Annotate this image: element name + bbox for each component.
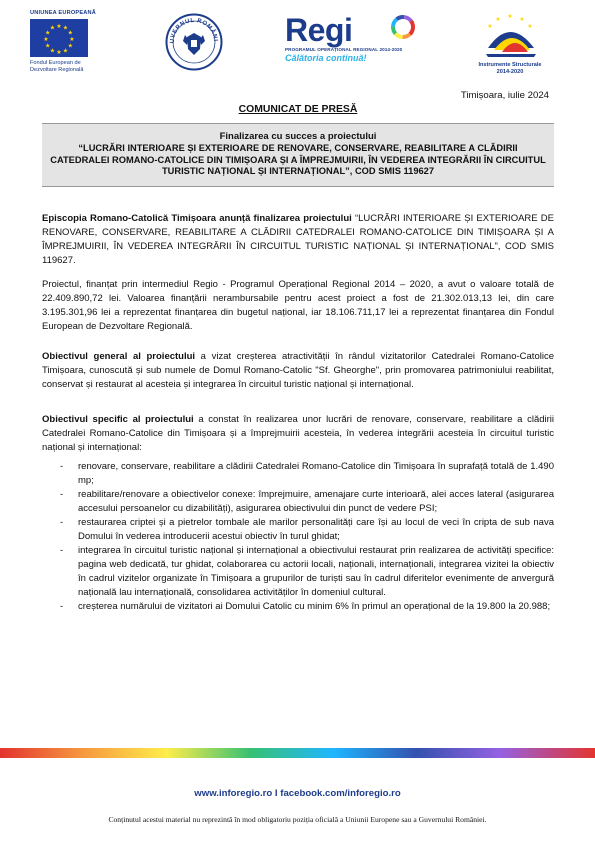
svg-text:★: ★ xyxy=(487,23,493,30)
footer-links[interactable]: www.inforegio.ro I facebook.com/inforegio.ro xyxy=(194,788,401,799)
eu-logo-title: UNIUNEA EUROPEANĂ xyxy=(30,10,96,16)
list-item: - renovare, conservare, reabilitare a clădirii Catedralei Romano-Catolice din Timișoara în suprafață totală de 1.490 mp; xyxy=(60,461,554,486)
project-title: “LUCRĂRI INTERIOARE ȘI EXTERIOARE DE RENOVARE, CONSERVARE, REABILITARE A CLĂDIRII CATEDRALEI ROMANO-CATOLICE DIN TIMIȘOARA ȘI A ÎMPREJMUIRII, ÎN VEDEREA INTEGRĂRII ÎN CIRCUITUL TURISTIC NAȚIONAL ȘI INTERNAȚIONAL”, COD SMIS 119627 xyxy=(50,143,546,176)
list-item: - integrarea în circuitul turistic național și internațional a obiectivului restaurat prin realizarea de activități specifice: pagina web dedicată, tur ghidat, colaborarea cu actorii locali, naționali, internaționali, integrarea vizitei la obiectiv în cadrul vizitelor organizate în Timișoara a grupurilor de turiști sau în cadrul diferitelor evenimente de anvergură națională lau internațională, consolidarea activităților în domeniul cultural. xyxy=(60,545,554,598)
eu-flag-icon xyxy=(30,19,88,57)
svg-text:★: ★ xyxy=(56,49,62,56)
paragraph-announcement-lead: Episcopia Romano-Catolică Timișoara anunță finalizarea proiectului xyxy=(42,213,352,224)
structural-instruments-caption: Instrumente Structurale 2014-2020 xyxy=(478,62,542,75)
svg-text:★: ★ xyxy=(43,36,49,43)
eu-logo xyxy=(30,10,100,74)
government-seal-icon xyxy=(165,13,223,71)
svg-text:★: ★ xyxy=(507,13,513,20)
list-item: - reabilitare/renovare a obiectivelor conexe: împrejmuire, amenajare curte interioară, alei acces lateral (asigurarea accesului persoanelor cu dizabilități), asigurarea obiectivului din punct de vedere PSI; xyxy=(60,489,554,514)
svg-text:★: ★ xyxy=(62,24,69,32)
specific-objective-label: Obiectivul specific al proiectului xyxy=(42,414,194,425)
paragraph-announcement: Episcopia Romano-Catolică Timișoara anunță finalizarea proiectului “LUCRĂRI INTERIOARE ȘI EXTERIOARE DE RENOVARE, CONSERVARE, REABILITARE A CLĂDIRII CATEDRALEI ROMANO-CATOLICE DIN TIMIȘOARA ȘI A ÎMPREJMUIRII, ÎN VEDEREA INTEGRĂRII ÎN CIRCUITUL TURISTIC NAȚIONAL ȘI INTERNAȚIONAL”, COD SMIS 119627. xyxy=(42,213,554,266)
regio-logo-word: Regi xyxy=(285,12,353,48)
svg-text:★: ★ xyxy=(495,16,501,23)
structural-instruments-logo xyxy=(460,8,560,78)
project-title-intro: Finalizarea cu succes a proiectului xyxy=(219,131,377,142)
paragraph-general-objective: Obiectivul general al proiectului a vizat creșterea atractivității în rândul vizitatorilor Catedralei Romano-Catolice Timișoara, cunoscută și sub numele de Domul Romano-Catolic "Sf. Gheorghe", prin promovarea patrimoniului reabilitat, conservat și restaurat al acesteia și integrarea în circuitul turistic național și internațional. xyxy=(42,351,554,390)
eu-logo-caption: Fondul European de Dezvoltare Regională xyxy=(30,60,84,73)
list-item: - creșterea numărului de vizitatori ai Domului Catolic cu minim 6% în primul an operațional de la 19.800 la 20.988; xyxy=(60,601,551,612)
press-release-title: COMUNICAT DE PRESĂ xyxy=(238,104,358,115)
seal-arc-text: UVERNUL ROMÂNI xyxy=(169,17,219,44)
regio-logo-tagline: Călătoria continuă! xyxy=(285,53,367,63)
document-date: Timișoara, iulie 2024 xyxy=(460,90,549,101)
footer-color-stripe xyxy=(0,748,595,758)
svg-text:★: ★ xyxy=(49,24,56,32)
svg-text:★: ★ xyxy=(62,47,69,55)
svg-text:★: ★ xyxy=(519,16,525,23)
svg-text:★: ★ xyxy=(527,23,533,30)
svg-text:★: ★ xyxy=(69,36,75,43)
svg-text:★: ★ xyxy=(49,47,56,55)
paragraph-specific-objective: Obiectivul specific al proiectului a constat în realizarea unor lucrări de renovare, conservare, reabilitare a clădirii Catedralei Romano-Catolice din Timișoara și a împrejmuirii acesteia, în vederea integrării acesteia în circuitul turistic național și internațional: xyxy=(42,414,555,453)
regio-logo-subtitle: PROGRAMUL OPERAȚIONAL REGIONAL 2014-2020 xyxy=(285,47,403,52)
svg-text:★: ★ xyxy=(67,42,73,50)
svg-text:★: ★ xyxy=(56,23,62,30)
paragraph-financing: Proiectul, finanțat prin intermediul Regio - Programul Operațional Regional 2014 – 2020, a avut o valoare totală de 22.409.890,72 lei. Valoarea finanțării nerambursabile pentru acest proiect a fost de 21.302.013,13 lei, din care 3.195.301,96 lei a reprezentat finanțarea din bugetul național, iar 18.106.711,17 lei a reprezentat finanțarea din Fondul European de Dezvoltare Regională. xyxy=(42,279,554,332)
svg-text:★: ★ xyxy=(67,29,73,37)
list-item: - restaurarea criptei și a pietrelor tombale ale marilor personalități care își au locul de veci în cripta de sub nava Domului în vederea introducerii acestui obiectiv în turul ghidat; xyxy=(60,517,554,542)
svg-text:★: ★ xyxy=(45,29,51,37)
general-objective-label: Obiectivul general al proiectului xyxy=(42,351,196,362)
footer-disclaimer: Conținutul acestui material nu reprezintă în mod obligatoriu poziția oficială a Uniunii Europene sau a Guvernului României. xyxy=(108,815,487,824)
regio-logo xyxy=(285,14,413,74)
svg-text:★: ★ xyxy=(45,42,51,50)
objectives-list xyxy=(42,460,554,614)
regio-circle-icon xyxy=(390,14,416,40)
structural-instruments-icon xyxy=(460,8,560,62)
